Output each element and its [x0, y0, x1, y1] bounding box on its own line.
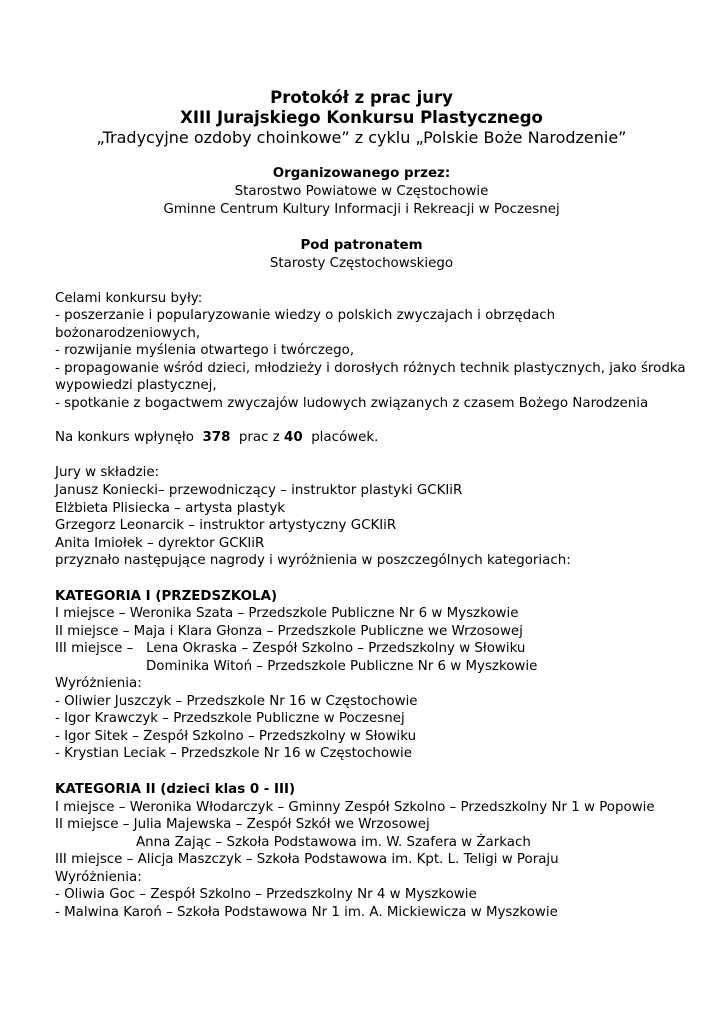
honor-line: - Igor Sitek – Zespół Szkolno – Przedszkolny w Słowiku [55, 729, 417, 744]
patronage-heading: Pod patronatem [300, 238, 423, 253]
submission-stats [55, 429, 378, 447]
category-2-heading: KATEGORIA II (dzieci klas 0 - III) [55, 782, 296, 797]
stats-prefix: Na konkurs wpłynęło [55, 430, 194, 445]
goal-line: - poszerzanie i popularyzowanie wiedzy o polskich zwyczajach i obrzędach [55, 308, 556, 323]
goal-line: - rozwijanie myślenia otwartego i twórczego, [55, 343, 355, 358]
award-line: I miejsce – Weronika Włodarczyk – Gminny Zespół Szkolno – Przedszkolny Nr 1 w Popowie [55, 800, 655, 815]
honors-heading: Wyróżnienia: [55, 676, 142, 691]
organizers-heading: Organizowanego przez: [272, 166, 451, 181]
award-line: II miejsce – Julia Majewska – Zespół Szkół we Wrzosowej [55, 817, 430, 832]
honor-line: - Igor Krawczyk – Przedszkole Publiczne w Poczesnej [55, 711, 405, 726]
award-winner: Lena Okraska – Zespół Szkolno – Przedszkolny w Słowiku [146, 641, 526, 656]
goals-intro: Celami konkursu były: [55, 291, 203, 306]
jury-member: Janusz Koniecki– przewodniczący – instruktor plastyki GCKIiR [55, 483, 463, 498]
document-title: Protokół z prac jury [270, 88, 453, 107]
jury-member: Grzegorz Leonarcik – instruktor artystyczny GCKIiR [55, 518, 397, 533]
contest-name: XIII Jurajskiego Konkursu Plastycznego [180, 108, 543, 127]
honor-line: - Oliwier Juszczyk – Przedszkole Nr 16 w Częstochowie [55, 694, 418, 709]
award-line: III miejsce – Alicja Maszczyk – Szkoła Podstawowa im. Kpt. L. Teligi w Poraju [55, 852, 559, 867]
places-count: 40 [284, 430, 303, 445]
works-count: 378 [202, 430, 231, 445]
jury-member: Anita Imiołek – dyrektor GCKIiR [55, 536, 265, 551]
goal-line: wypowiedzi plastycznej, [55, 378, 217, 393]
organizer-line: Starostwo Powiatowe w Częstochowie [234, 184, 489, 199]
honor-line: - Malwina Karoń – Szkoła Podstawowa Nr 1 im. A. Mickiewicza w Myszkowie [55, 905, 558, 920]
jury-member: Elżbieta Plisiecka – artysta plastyk [55, 501, 286, 516]
award-line: Dominika Witoń – Przedszkole Publiczne Nr 6 w Myszkowie [146, 659, 538, 674]
stats-suffix: placówek. [311, 430, 379, 445]
honors-heading: Wyróżnienia: [55, 870, 142, 885]
stats-middle: prac z [238, 430, 280, 445]
award-line: Anna Zając – Szkoła Podstawowa im. W. Szafera w Żarkach [136, 835, 531, 850]
goal-line: bożonarodzeniowych, [55, 326, 201, 341]
goal-line: - propagowanie wśród dzieci, młodzieży i dorosłych różnych technik plastycznych, jako środka [55, 361, 686, 376]
contest-theme: „Tradycyjne ozdoby choinkowe” z cyklu „Polskie Boże Narodzenie” [96, 128, 627, 147]
category-1-heading: KATEGORIA I (PRZEDSZKOLA) [55, 589, 278, 604]
place-label: III miejsce – [55, 641, 134, 656]
award-line [55, 640, 525, 658]
award-line: I miejsce – Weronika Szata – Przedszkole Publiczne Nr 6 w Myszkowie [55, 606, 519, 621]
organizer-line: Gminne Centrum Kultury Informacji i Rekreacji w Poczesnej [163, 202, 560, 217]
jury-outro: przyznało następujące nagrody i wyróżnienia w poszczególnych kategoriach: [55, 553, 571, 568]
award-line: II miejsce – Maja i Klara Głonza – Przedszkole Publiczne we Wrzosowej [55, 624, 523, 639]
goal-line: - spotkanie z bogactwem zwyczajów ludowych związanych z czasem Bożego Narodzenia [55, 396, 649, 411]
honor-line: - Krystian Leciak – Przedszkole Nr 16 w Częstochowie [55, 746, 412, 761]
jury-intro: Jury w składzie: [55, 465, 160, 480]
patronage-line: Starosty Częstochowskiego [269, 256, 454, 271]
honor-line: - Oliwia Goc – Zespół Szkolno – Przedszkolny Nr 4 w Myszkowie [55, 887, 477, 902]
